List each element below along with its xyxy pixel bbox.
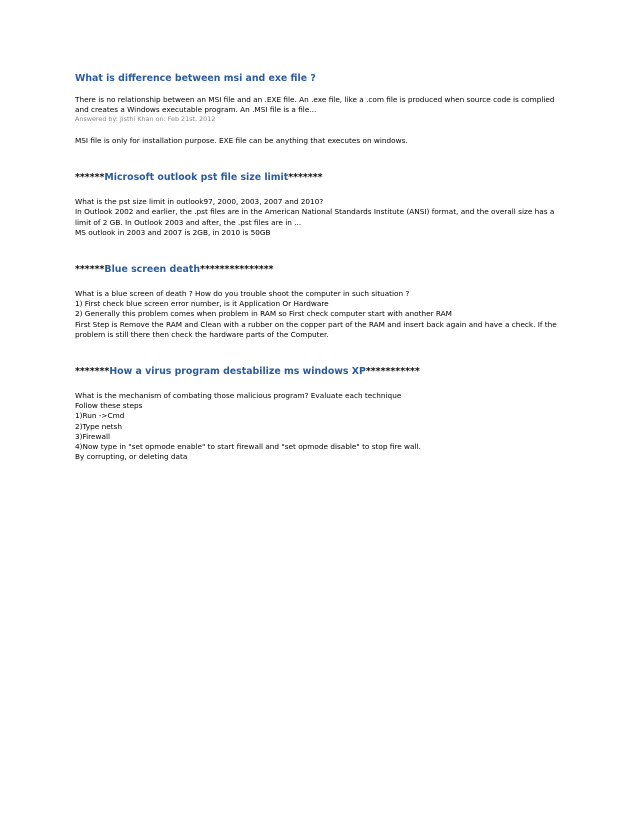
heading-suffix-stars: ******* — [288, 172, 323, 184]
bsod-line-1: What is a blue screen of death ? How do you trouble shoot the computer in such situation ? — [75, 288, 410, 298]
virus-line-6: 4)Now type in "set opmode enable" to start firewall and "set opmode disable" to stop fire wall. — [75, 441, 421, 451]
question-heading-blue-screen — [75, 263, 565, 276]
heading-suffix-stars: *********** — [365, 365, 420, 377]
virus-line-3: 1)Run ->Cmd — [75, 411, 125, 421]
pst-line-3: MS outlook in 2003 and 2007 is 2GB, in 2010 is 50GB — [75, 227, 271, 237]
virus-line-7: By corrupting, or deleting data — [75, 452, 188, 462]
heading-title: Microsoft outlook pst file size limit — [104, 172, 289, 184]
question-heading-msi-exe: What is difference between msi and exe file ? — [75, 73, 316, 84]
virus-line-1: What is the mechanism of combating those malicious program? Evaluate each technique — [75, 390, 402, 400]
virus-line-4: 2)Type netsh — [75, 421, 122, 431]
heading-title: Blue screen death — [104, 263, 201, 275]
answer-text-msi-exe: There is no relationship between an MSI file and an .EXE file. An .exe file, like a .com file is produced when source code is complied and creates a Windows executable program. An .MSI file is a file... — [75, 95, 555, 115]
virus-line-5: 3)Firewall — [75, 431, 111, 441]
question-heading-virus — [75, 365, 565, 378]
pst-line-2: In Outlook 2002 and earlier, the .pst files are in the American National Standards Institute (ANSI) format, and the overall size has a limit of 2 GB. In Outlook 2003 and after, the .pst files are in ... — [75, 207, 555, 227]
heading-prefix-stars: ******* — [75, 365, 110, 377]
bsod-line-2: 1) First check blue screen error number, is it Application Or Hardware — [75, 299, 329, 309]
bsod-line-4: First Step is Remove the RAM and Clean with a rubber on the copper part of the RAM and insert back again and have a check. If the problem is still there then check the hardware parts of the Computer. — [75, 319, 557, 339]
document-content — [75, 72, 565, 462]
pst-line-1: What is the pst size limit in outlook97, 2000, 2003, 2007 and 2010? — [75, 197, 324, 207]
heading-prefix-stars: ****** — [75, 263, 105, 275]
heading-prefix-stars: ****** — [75, 172, 105, 184]
answered-by-meta: Answered by: Jisthi Khan on: Feb 21st, 2012 — [75, 115, 216, 124]
heading-suffix-stars: *************** — [200, 263, 274, 275]
msi-exe-note: MSI file is only for installation purpose. EXE file can be anything that executes on windows. — [75, 135, 408, 145]
heading-title: How a virus program destabilize ms windows XP — [109, 365, 366, 377]
virus-line-2: Follow these steps — [75, 401, 143, 411]
bsod-line-3: 2) Generally this problem comes when problem in RAM so First check computer start with another RAM — [75, 309, 452, 319]
question-heading-pst-limit — [75, 171, 565, 184]
